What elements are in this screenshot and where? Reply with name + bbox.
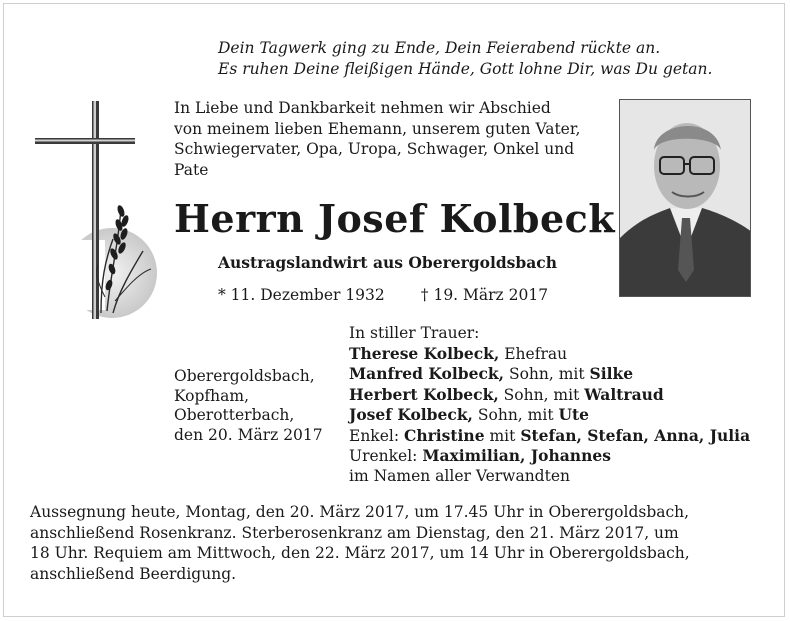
mourner-line	[349, 385, 750, 406]
mourner-relation: Sohn, mit	[498, 385, 585, 404]
mourner-line	[349, 364, 750, 385]
mourner-name: Josef Kolbeck,	[349, 405, 473, 424]
grandchild-name: Christine	[403, 425, 485, 445]
grandchildren-with: mit	[484, 426, 521, 445]
mourner-partner: Silke	[589, 364, 634, 383]
death-date: † 19. März 2017	[420, 286, 549, 304]
mourner-line	[349, 405, 750, 426]
mourner-line	[349, 344, 750, 365]
great-grandchildren-names: Stefan, Stefan, Anna, Julia	[520, 425, 751, 445]
intro-text	[174, 98, 606, 180]
mourners-heading: In stiller Trauer:	[349, 324, 480, 342]
grandchildren-line	[349, 426, 750, 447]
portrait-photo	[619, 99, 751, 297]
place-line: Oberotterbach,	[174, 406, 295, 424]
place-line: Oberergoldsbach,	[174, 367, 315, 385]
mourner-relation: Sohn, mit	[472, 406, 559, 424]
motto-line: Dein Tagwerk ging zu Ende, Dein Feierabend rückte an.	[218, 39, 661, 57]
deceased-role: Austragslandwirt aus Oberergoldsbach	[218, 253, 557, 272]
birth-date: * 11. Dezember 1932	[218, 286, 385, 304]
grandchildren-label: Enkel:	[349, 426, 404, 445]
service-line: anschließend Rosenkranz. Sterberosenkranz am Dienstag, den 21. März 2017, um	[30, 523, 679, 542]
place-and-date	[174, 367, 323, 445]
mourner-partner: Waltraud	[584, 384, 664, 404]
service-details	[30, 502, 752, 584]
intro-line: von meinem lieben Ehemann, unserem guten Vater,	[174, 119, 581, 138]
mourner-relation: Ehefrau	[499, 344, 568, 363]
mourner-name: Therese Kolbeck,	[349, 343, 500, 363]
mourners-list	[349, 324, 750, 486]
mourner-name: Manfred Kolbeck,	[349, 364, 505, 383]
mourner-relation: Sohn, mit	[504, 365, 590, 383]
mourners-closing: im Namen aller Verwandten	[349, 466, 570, 485]
mourner-partner: Ute	[558, 405, 590, 424]
place-line: Kopfham,	[174, 386, 250, 405]
service-line: 18 Uhr. Requiem am Mittwoch, den 22. März 2017, um 14 Uhr in Oberergoldsbach,	[30, 544, 690, 562]
deceased-name: Herrn Josef Kolbeck	[174, 196, 616, 241]
cross-with-wheat-icon	[35, 101, 170, 319]
intro-line: In Liebe und Dankbarkeit nehmen wir Abschied	[174, 99, 551, 117]
intro-line: Pate	[174, 160, 209, 179]
mourner-name: Herbert Kolbeck,	[349, 384, 499, 404]
great-grandchildren-label: Urenkel:	[349, 447, 423, 465]
motto-line: Es ruhen Deine fleißigen Hände, Gott lohne Dir, was Du getan.	[218, 60, 713, 78]
motto-verse	[218, 38, 758, 80]
life-dates	[218, 286, 548, 304]
place-line: den 20. März 2017	[174, 425, 323, 444]
great-grandchildren-names: Maximilian, Johannes	[422, 446, 611, 465]
great-grandchildren-line	[349, 446, 750, 467]
service-line: anschließend Beerdigung.	[30, 564, 237, 583]
intro-line: Schwiegervater, Opa, Uropa, Schwager, Onkel und	[174, 140, 575, 158]
service-line: Aussegnung heute, Montag, den 20. März 2017, um 17.45 Uhr in Oberergoldsbach,	[30, 503, 690, 521]
